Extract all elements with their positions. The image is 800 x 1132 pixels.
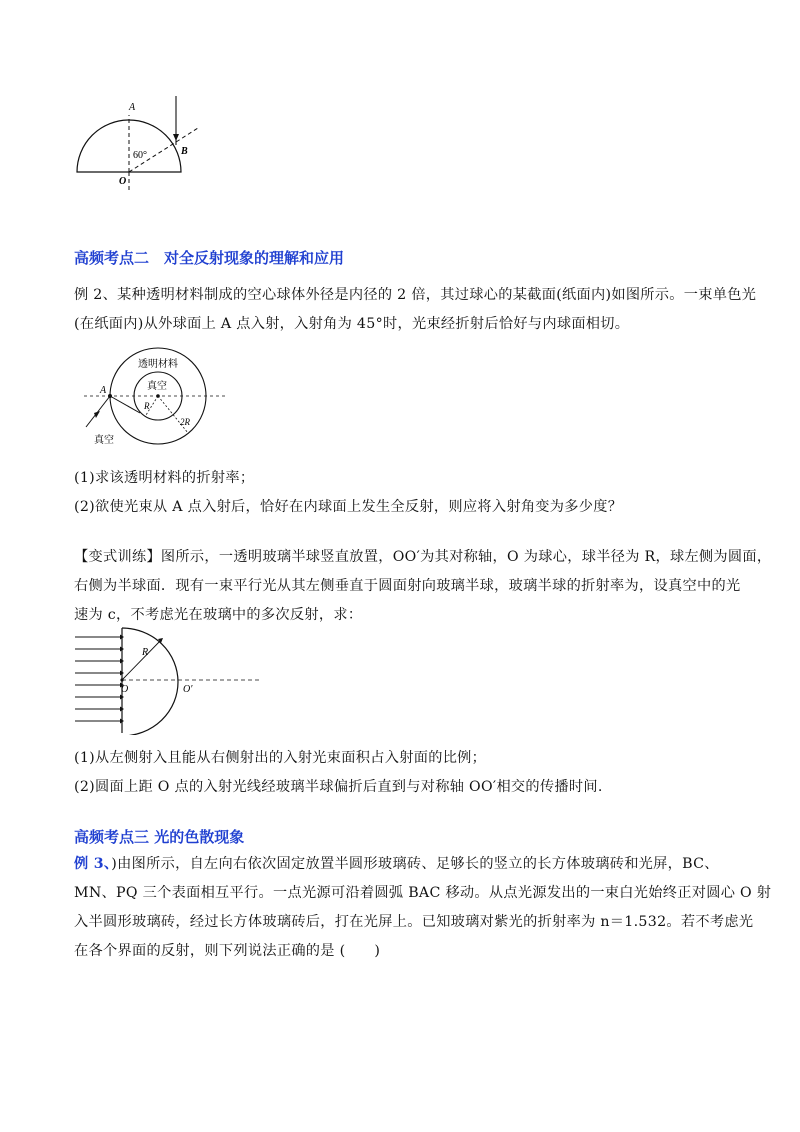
fig1-label-B: B	[181, 146, 188, 157]
fig2-vacuum-outer: 真空	[94, 435, 114, 445]
fig1-angle: 60°	[133, 150, 147, 161]
fig2-label-2R: 2R	[180, 417, 190, 427]
example-3-line-3: 入半圆形玻璃砖，经过长方体玻璃砖后，打在光屏上。已知玻璃对紫光的折射率为 n＝1.532。若不考虑光	[74, 914, 754, 930]
example-2-q1: (1)求该透明材料的折射率；	[74, 470, 255, 486]
example-3-text	[74, 850, 772, 966]
example-2-questions	[74, 464, 734, 522]
fig2-material: 透明材料	[138, 359, 178, 370]
figure-hollow-sphere	[80, 345, 230, 445]
variant-q1: (1)从左侧射入且能从右侧射出的入射光束面积占入射面的比例；	[74, 750, 487, 766]
example-2-q2: (2)欲使光束从 A 点入射后，恰好在内球面上发生全反射，则应将入射角变为多少度？	[74, 499, 623, 515]
fig1-label-O: O	[119, 176, 127, 187]
variant-line-2: 右侧为半球面．现有一束平行光从其左侧垂直于圆面射向玻璃半球，玻璃半球的折射率为，设真空中的光	[74, 578, 741, 594]
variant-line-3: 速为 c，不考虑光在玻璃中的多次反射，求：	[74, 607, 363, 623]
fig3-label-R: R	[142, 647, 149, 658]
fig2-label-R: R	[144, 401, 150, 411]
fig2-vacuum-inner: 真空	[147, 381, 167, 392]
fig3-label-O-prime: O′	[183, 684, 193, 695]
variant-questions	[74, 744, 734, 802]
figure-semicircle	[70, 90, 210, 190]
example-3-label: 例 3、	[74, 856, 112, 872]
section-heading-2: 高频考点二 对全反射现象的理解和应用	[74, 249, 345, 267]
section-heading-3: 高频考点三 光的色散现象	[74, 828, 245, 846]
fig3-label-O: O	[121, 684, 129, 695]
variant-q2: (2)圆面上距 O 点的入射光线经玻璃半球偏折后直到与对称轴 OO′相交的传播时间.	[74, 779, 603, 795]
example-2-line-1: 例 2、某种透明材料制成的空心球体外径是内径的 2 倍，其过球心的某截面(纸面内)如图所示。一束单色光	[74, 287, 757, 303]
fig2-label-A: A	[100, 385, 107, 396]
example-3-line-1	[74, 850, 734, 879]
figure-glass-hemisphere	[70, 625, 270, 735]
fig1-label-A: A	[129, 102, 136, 113]
variant-training-text	[74, 543, 772, 630]
example-3-line-2: MN、PQ 三个表面相互平行。一点光源可沿着圆弧 BAC 移动。从点光源发出的一束白光始终正对圆心 O 射	[74, 885, 772, 901]
example-2-line-2: (在纸面内)从外球面上 A 点入射，入射角为 45°时，光束经折射后恰好与内球面相切。	[74, 316, 630, 332]
variant-line-1: 【变式训练】图所示，一透明玻璃半球竖直放置，OO′为其对称轴，O 为球心，球半径为 R，球左侧为圆面，	[74, 549, 772, 565]
example-2-text	[74, 281, 757, 339]
example-3-line-4: 在各个界面的反射，则下列说法正确的是 ( )	[74, 943, 381, 959]
example-3-line-1-text: )由图所示，自左向右依次固定放置半圆形玻璃砖、足够长的竖立的长方体玻璃砖和光屏，BC、	[111, 856, 719, 872]
